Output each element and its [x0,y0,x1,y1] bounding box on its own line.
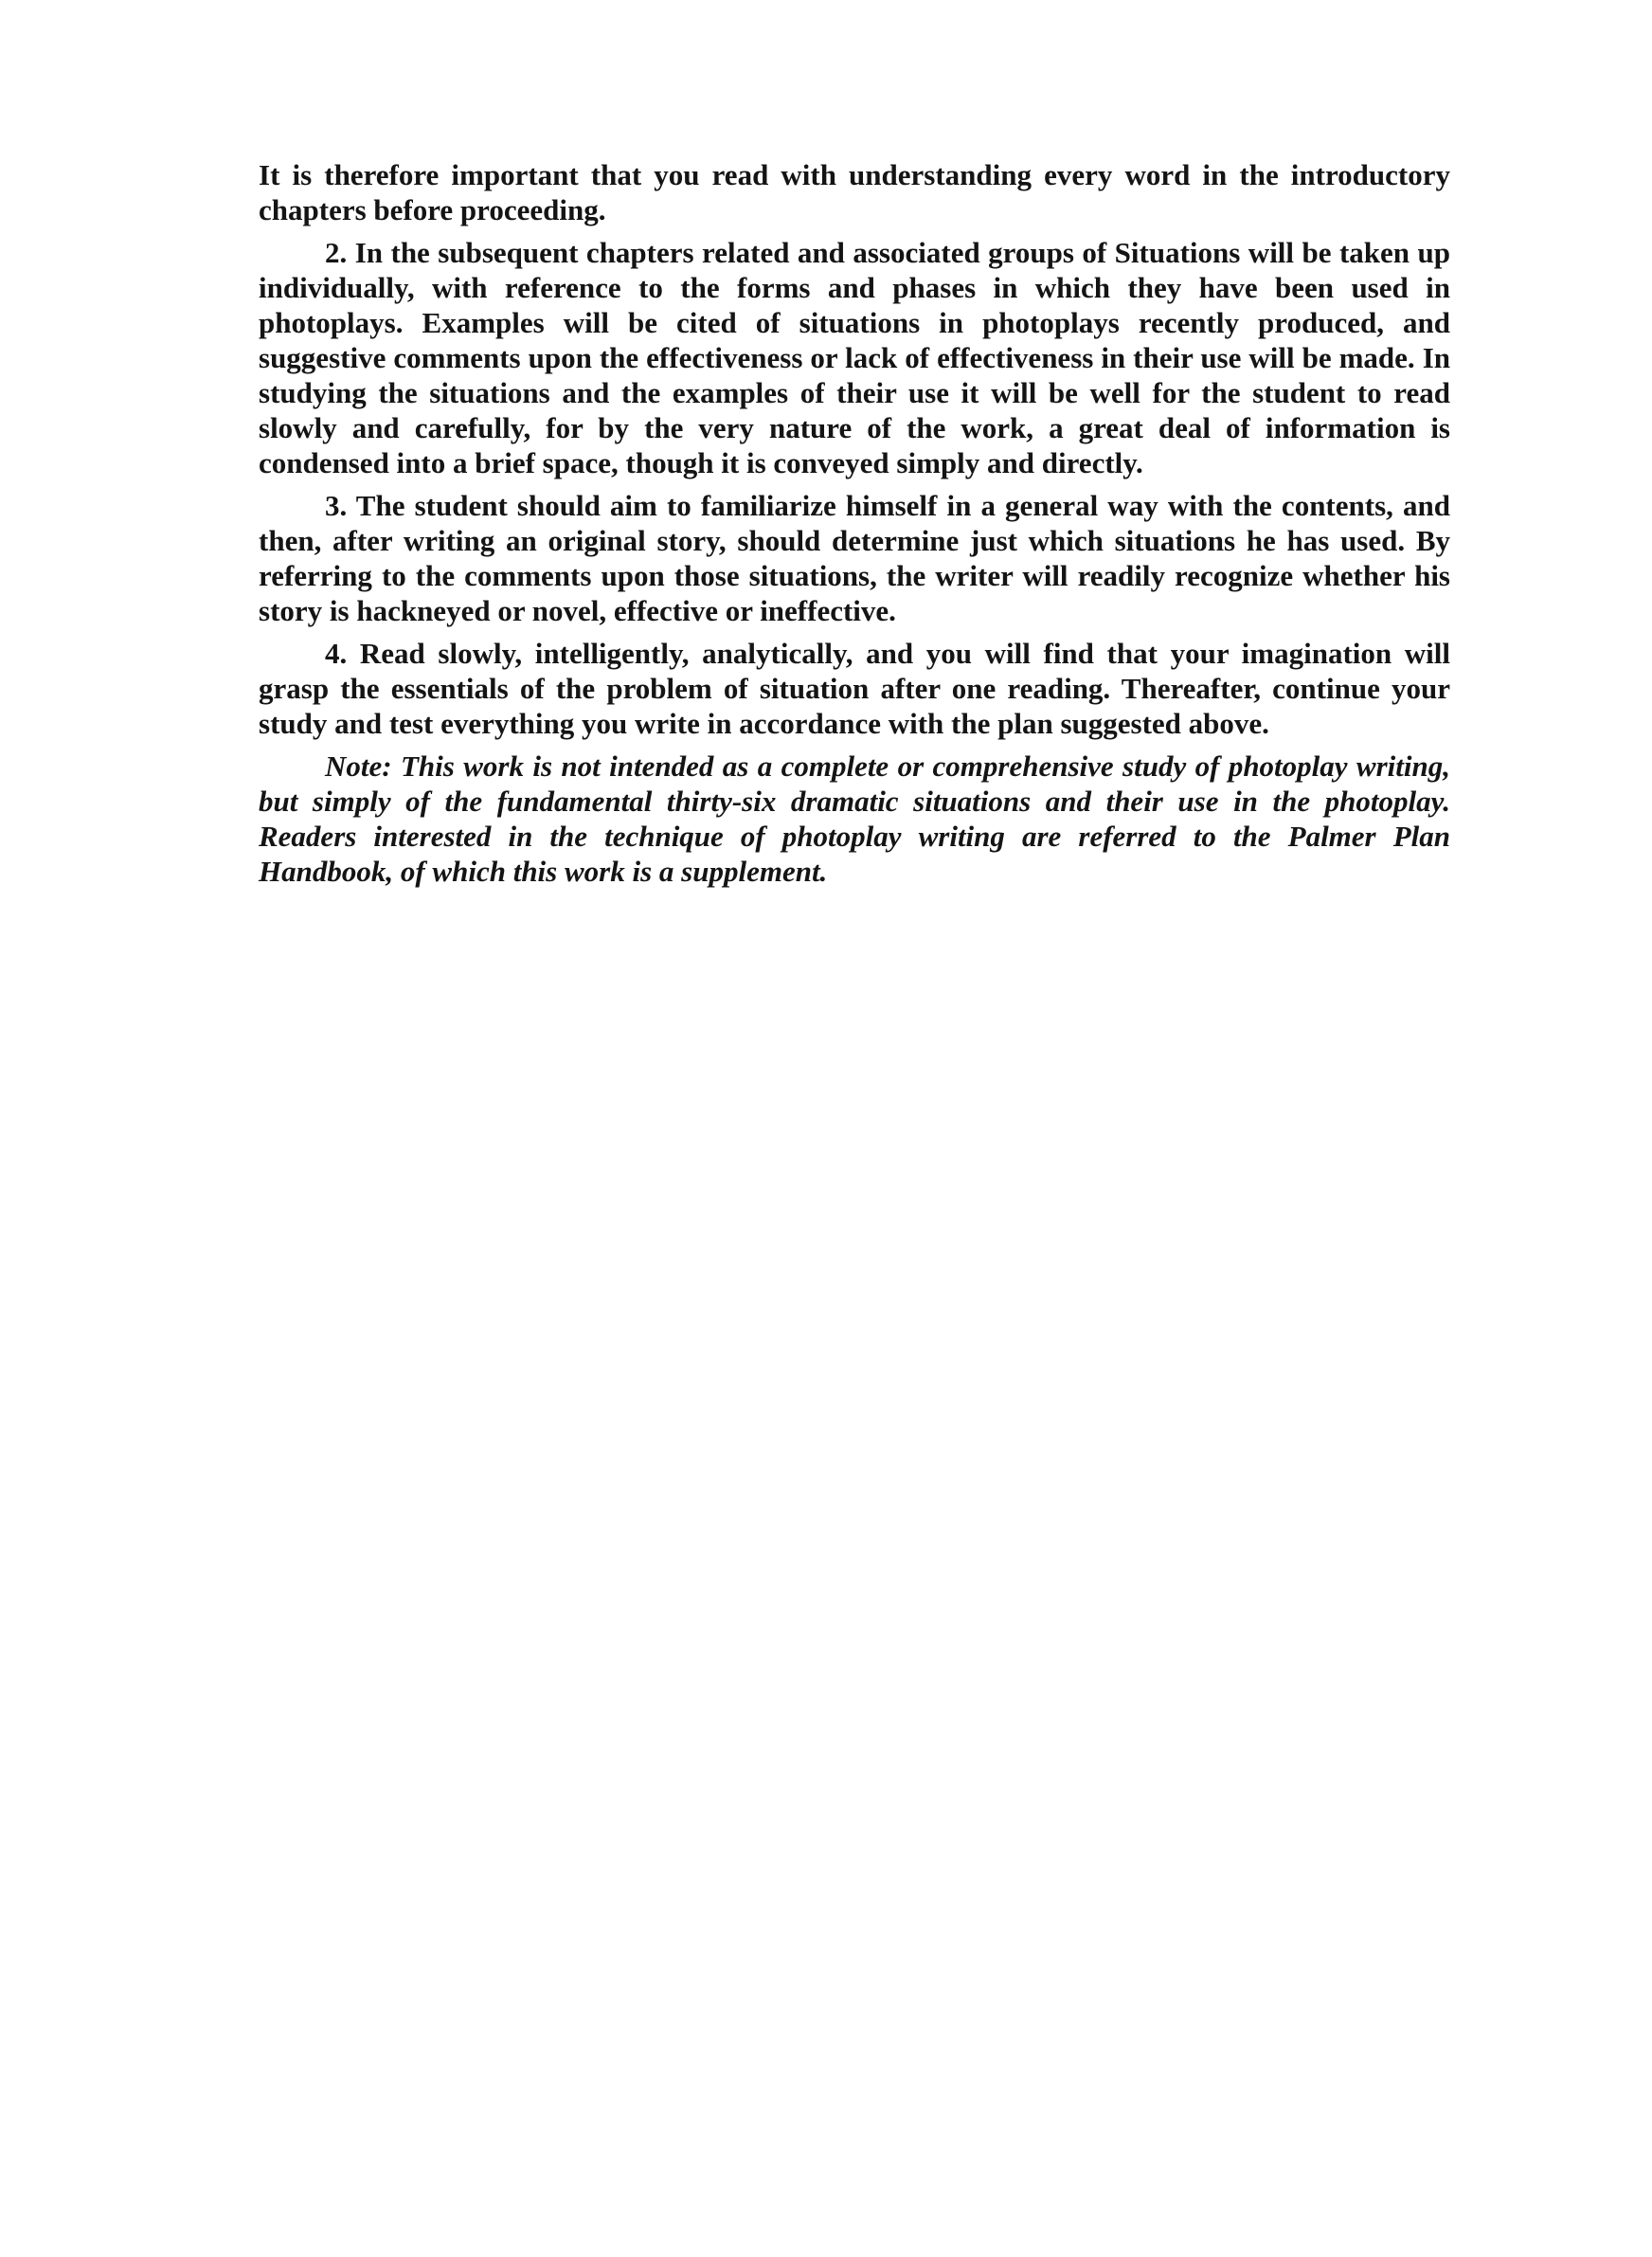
paragraph-intro: It is therefore important that you read with understanding every word in the introductory chapters before proceeding. [259,158,1450,226]
paragraph-3: 3. The student should aim to familiarize himself in a general way with the contents, and then, after writing an original story, should determine just which situations he has used. By referring to the comments upon those situations, the writer will readily recognize whether his story is hackneyed or novel, effective or ineffective. [259,489,1450,627]
paragraph-4: 4. Read slowly, intelligently, analytically, and you will find that your imagination will grasp the essentials of the problem of situation after one reading. Thereafter, continue your study and test everything you write in accordance with the plan suggested above. [259,637,1450,740]
text-block [259,157,1450,889]
note-paragraph: Note: This work is not intended as a complete or comprehensive study of photoplay writing, but simply of the fundamental thirty-six dramatic situations and their use in the photoplay. Readers interested in the technique of photoplay writing are referred to the Palmer Plan Handbook, of which this work is a supplement. [259,749,1450,888]
paragraph-2: 2. In the subsequent chapters related and associated groups of Situations will be taken up individually, with reference to the forms and phases in which they have been used in photoplays. Examples will be cited of situations in photoplays recently produced, and suggestive comments upon the effectiveness or lack of effectiveness in their use will be made. In studying the situations and the examples of their use it will be well for the student to read slowly and carefully, for by the very nature of the work, a great deal of information is condensed into a brief space, though it is conveyed simply and directly. [259,236,1450,479]
